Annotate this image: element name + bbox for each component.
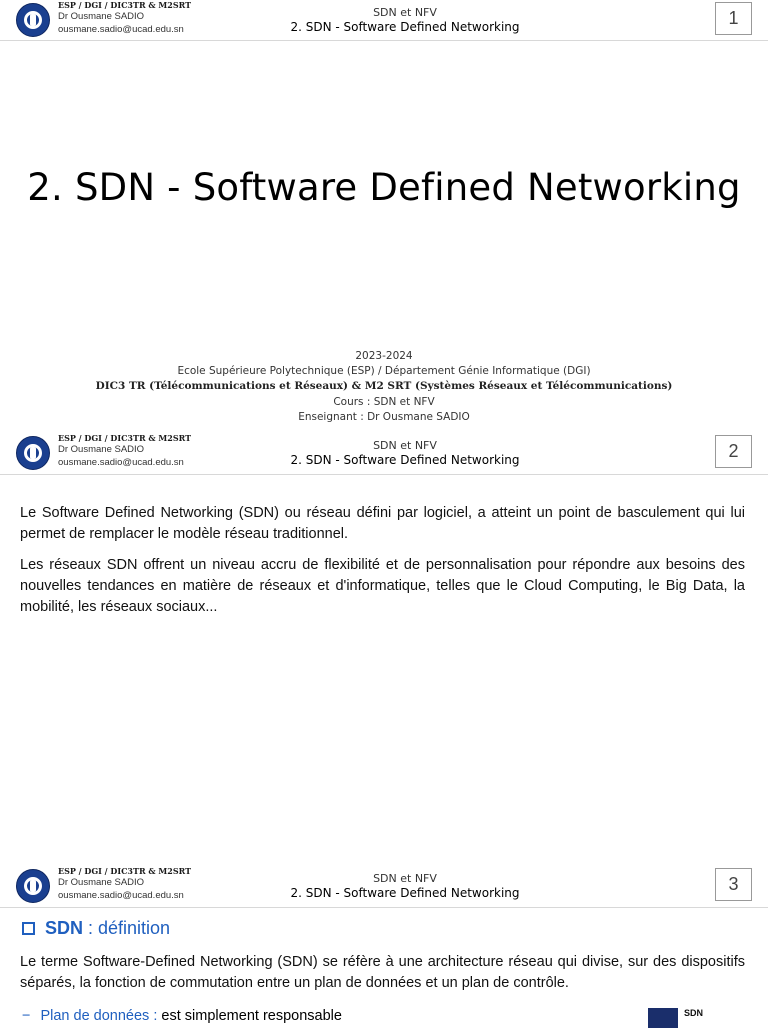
bullet-term: Plan de données : <box>40 1008 158 1024</box>
header-email: ousmane.sadio@ucad.edu.sn <box>58 24 184 35</box>
section-heading-rest: : définition <box>83 918 171 938</box>
header-email: ousmane.sadio@ucad.edu.sn <box>58 890 184 901</box>
programs-line: DIC3 TR (Télécommunications et Réseaux) & M2 SRT (Systèmes Réseaux et Télécommunications) <box>95 380 673 392</box>
divider <box>0 474 768 475</box>
bullet-text: est simplement responsable <box>157 1008 342 1024</box>
school-line: Ecole Supérieure Polytechnique (ESP) / Département Génie Informatique (DGI) <box>177 365 591 377</box>
definition-paragraph: Le terme Software-Defined Networking (SDN) se réfère à une architecture réseau qui divise, sur des dispositifs séparés, la fonction de commutation entre un plan de données et un plan de contrôle. <box>20 954 745 991</box>
sdn-figure-label: SDN <box>684 1008 704 1018</box>
header-org: ESP / DGI / DIC3TR & M2SRT <box>58 0 192 10</box>
bullet-dash: − <box>22 1008 31 1024</box>
header-author: Dr Ousmane SADIO <box>58 11 145 22</box>
bullet-data-plane <box>22 1008 342 1024</box>
slide-3-header <box>0 866 768 900</box>
page-number: 2 <box>715 435 752 468</box>
header-email: ousmane.sadio@ucad.edu.sn <box>58 457 184 468</box>
header-author: Dr Ousmane SADIO <box>58 444 145 455</box>
page-number: 3 <box>715 868 752 901</box>
slide-title: 2. SDN - Software Defined Networking <box>27 166 741 209</box>
header-course: SDN et NFV <box>373 6 437 19</box>
header-course: SDN et NFV <box>373 439 437 452</box>
header-course: SDN et NFV <box>373 872 437 885</box>
page-number: 1 <box>715 2 752 35</box>
header-author: Dr Ousmane SADIO <box>58 877 145 888</box>
course-line: Cours : SDN et NFV <box>333 396 435 408</box>
benefits-paragraph: Les réseaux SDN offrent un niveau accru de flexibilité et de personnalisation pour répondre aux besoins des nouvelles tendances en matière de réseaux et d'informatique, telles que le Cloud Computing, le Big Data, la mobilité, les réseaux sociaux... <box>20 557 745 615</box>
header-org: ESP / DGI / DIC3TR & M2SRT <box>58 866 192 876</box>
sdn-figure-thumbnail <box>648 1008 678 1028</box>
teacher-line: Enseignant : Dr Ousmane SADIO <box>298 411 470 423</box>
header-section-title: 2. SDN - Software Defined Networking <box>290 886 520 900</box>
section-heading <box>22 918 170 939</box>
header-section-title: 2. SDN - Software Defined Networking <box>290 20 520 34</box>
intro-paragraph: Le Software Defined Networking (SDN) ou réseau défini par logiciel, a atteint un point de basculement qui lui permet de remplacer le modèle réseau traditionnel. <box>20 505 745 542</box>
section-heading-bold: SDN <box>45 918 84 938</box>
header-org: ESP / DGI / DIC3TR & M2SRT <box>58 433 192 443</box>
divider <box>0 907 768 908</box>
academic-year: 2023-2024 <box>355 350 413 362</box>
divider <box>0 40 768 41</box>
slide-2-header <box>0 433 768 467</box>
header-section-title: 2. SDN - Software Defined Networking <box>290 453 520 467</box>
checkbox-bullet-icon <box>22 922 35 935</box>
slide-1-header <box>0 0 768 34</box>
